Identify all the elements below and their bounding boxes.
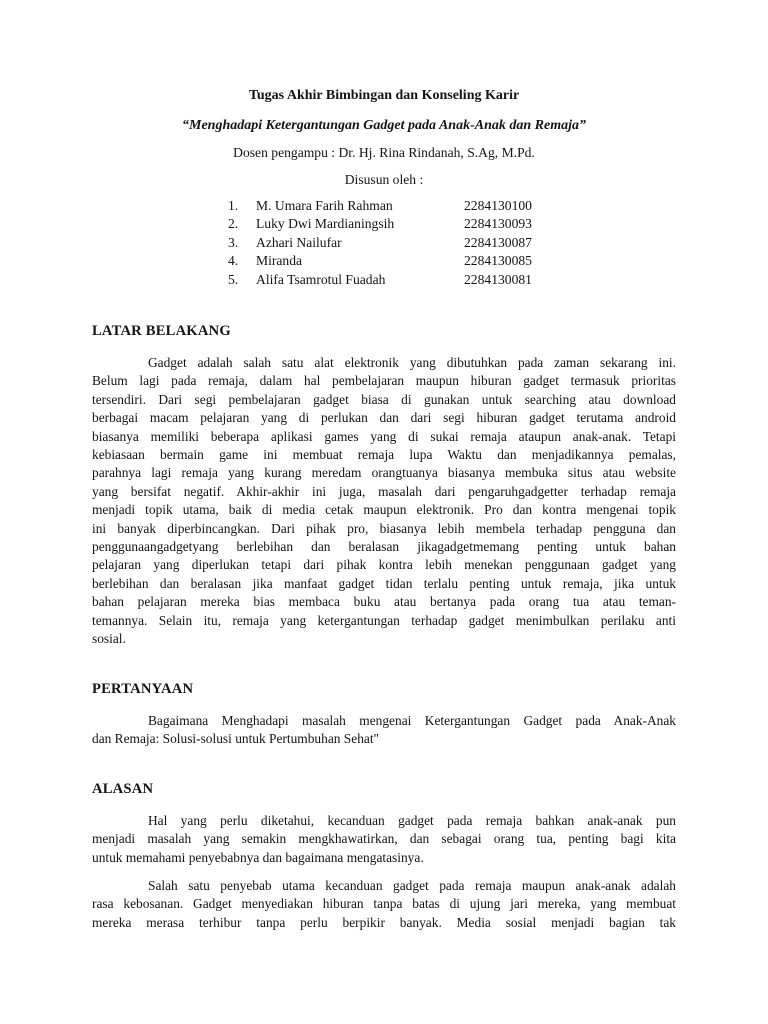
member-list	[228, 197, 568, 289]
text-line: untuk memahami penyebabnya dan bagaimana mengatasinya.	[92, 849, 424, 865]
text-line: Belum lagi pada remaja, dalam hal pembelajaran maupun hiburan gadget termasuk prioritas	[92, 373, 676, 389]
alasan-paragraph-1	[92, 812, 676, 867]
text-line: bahan pelajaran mereka bias membaca buku atau bertanya pada orang tua atau teman-	[92, 594, 676, 610]
text-line: pelajaran yang diperlukan tetapi dari pihak kontra lebih menekan penggunaan gadget yang	[92, 557, 676, 573]
member-row	[228, 197, 568, 215]
member-name: Alifa Tsamrotul Fuadah	[256, 271, 386, 287]
text-line: berbagai macam pelajaran yang di perlukan dan dari segi hiburan gadget terutama android	[92, 410, 676, 426]
text-line: berlebihan dan beralasan jika manfaat gadget tidan terlalu penting untuk remaja, jika untuk	[92, 575, 676, 591]
text-line: parahnya lagi remaja yang kurang meredam orangtuanya biasanya membuka situs atau website	[92, 465, 676, 481]
text-line: Salah satu penyebab utama kecanduan gadget pada remaja maupun anak-anak adalah	[148, 878, 676, 893]
text-line: tersendiri. Dari segi pembelajaran gadget biasa di gunakan untuk searching atau download	[92, 391, 676, 407]
text-line: sosial.	[92, 631, 126, 647]
pertanyaan-paragraph	[92, 712, 676, 749]
latar-belakang-heading: LATAR BELAKANG	[92, 323, 231, 339]
alasan-paragraph-2	[92, 877, 676, 932]
member-number: 4.	[228, 253, 239, 269]
text-line: Bagaimana Menghadapi masalah mengenai Ketergantungan Gadget pada Anak-Anak	[148, 713, 676, 728]
member-name: Luky Dwi Mardianingsih	[256, 216, 395, 232]
member-name: M. Umara Farih Rahman	[256, 198, 393, 213]
member-number: 3.	[228, 234, 239, 250]
member-row	[228, 234, 568, 252]
member-nim: 2284130081	[464, 271, 532, 287]
member-number: 5.	[228, 271, 239, 287]
text-line: Hal yang perlu diketahui, kecanduan gadget pada remaja bahkan anak-anak pun	[148, 813, 676, 828]
text-line: penggunaangadgetyang berlebihan dan beralasan jikagadgetmemang penting untuk bahan	[92, 539, 676, 555]
alasan-heading: ALASAN	[92, 781, 154, 797]
text-line: menjadi masalah yang semakin mengkhawatirkan, dan sebagai orang tua, penting bagi kita	[92, 831, 676, 847]
text-line: rasa kebosanan. Gadget menyediakan hiburan tanpa batas di ujung jari mereka, yang membuat	[92, 896, 676, 912]
document-title: Tugas Akhir Bimbingan dan Konseling Karir	[248, 88, 520, 103]
member-nim: 2284130087	[464, 234, 532, 250]
member-row	[228, 271, 568, 289]
text-line: mereka merasa terhibur tanpa perlu berpikir banyak. Media sosial menjadi bagian tak	[92, 914, 676, 930]
member-nim: 2284130093	[464, 216, 532, 232]
text-line: menjadi topik utama, baik di media cetak maupun elektronik. Pro dan kontra mengenai topik	[92, 502, 676, 518]
text-line: temannya. Selain itu, remaja yang ketergantungan terhadap gadget menimbulkan perilaku anti	[92, 612, 676, 628]
member-row	[228, 215, 568, 233]
pertanyaan-heading: PERTANYAAN	[92, 681, 194, 697]
authored-by-label: Disusun oleh :	[344, 172, 424, 187]
member-name: Miranda	[256, 253, 303, 269]
member-nim: 2284130100	[464, 198, 532, 213]
document-subtitle: “Menghadapi Ketergantungan Gadget pada Anak-Anak dan Remaja”	[182, 118, 586, 133]
text-line: dan Remaja: Solusi-solusi untuk Pertumbuhan Sehat"	[92, 731, 380, 747]
member-number: 1.	[228, 198, 239, 213]
lecturer-line: Dosen pengampu : Dr. Hj. Rina Rindanah, S.Ag, M.Pd.	[233, 145, 535, 160]
text-line: Gadget adalah salah satu alat elektronik yang dibutuhkan pada zaman sekarang ini.	[148, 355, 676, 370]
text-line: kebiasaan bermain game ini membuat remaja lupa Waktu dan menjadikannya pemalas,	[92, 447, 676, 463]
member-number: 2.	[228, 216, 239, 232]
member-name: Azhari Nailufar	[256, 234, 342, 250]
latar-belakang-paragraph	[92, 354, 676, 649]
text-line: ini banyak diperbincangkan. Dari pihak pro, biasanya lebih membela terhadap pengguna dan	[92, 520, 676, 536]
member-nim: 2284130085	[464, 253, 532, 269]
text-line: yang bersifat negatif. Akhir-akhir ini juga, masalah dari pengaruhgadgetter terhadap remaja	[92, 483, 676, 499]
text-line: biasanya memiliki beberapa aplikasi games yang di sukai remaja ataupun anak-anak. Tetapi	[92, 428, 676, 444]
member-row	[228, 252, 568, 270]
